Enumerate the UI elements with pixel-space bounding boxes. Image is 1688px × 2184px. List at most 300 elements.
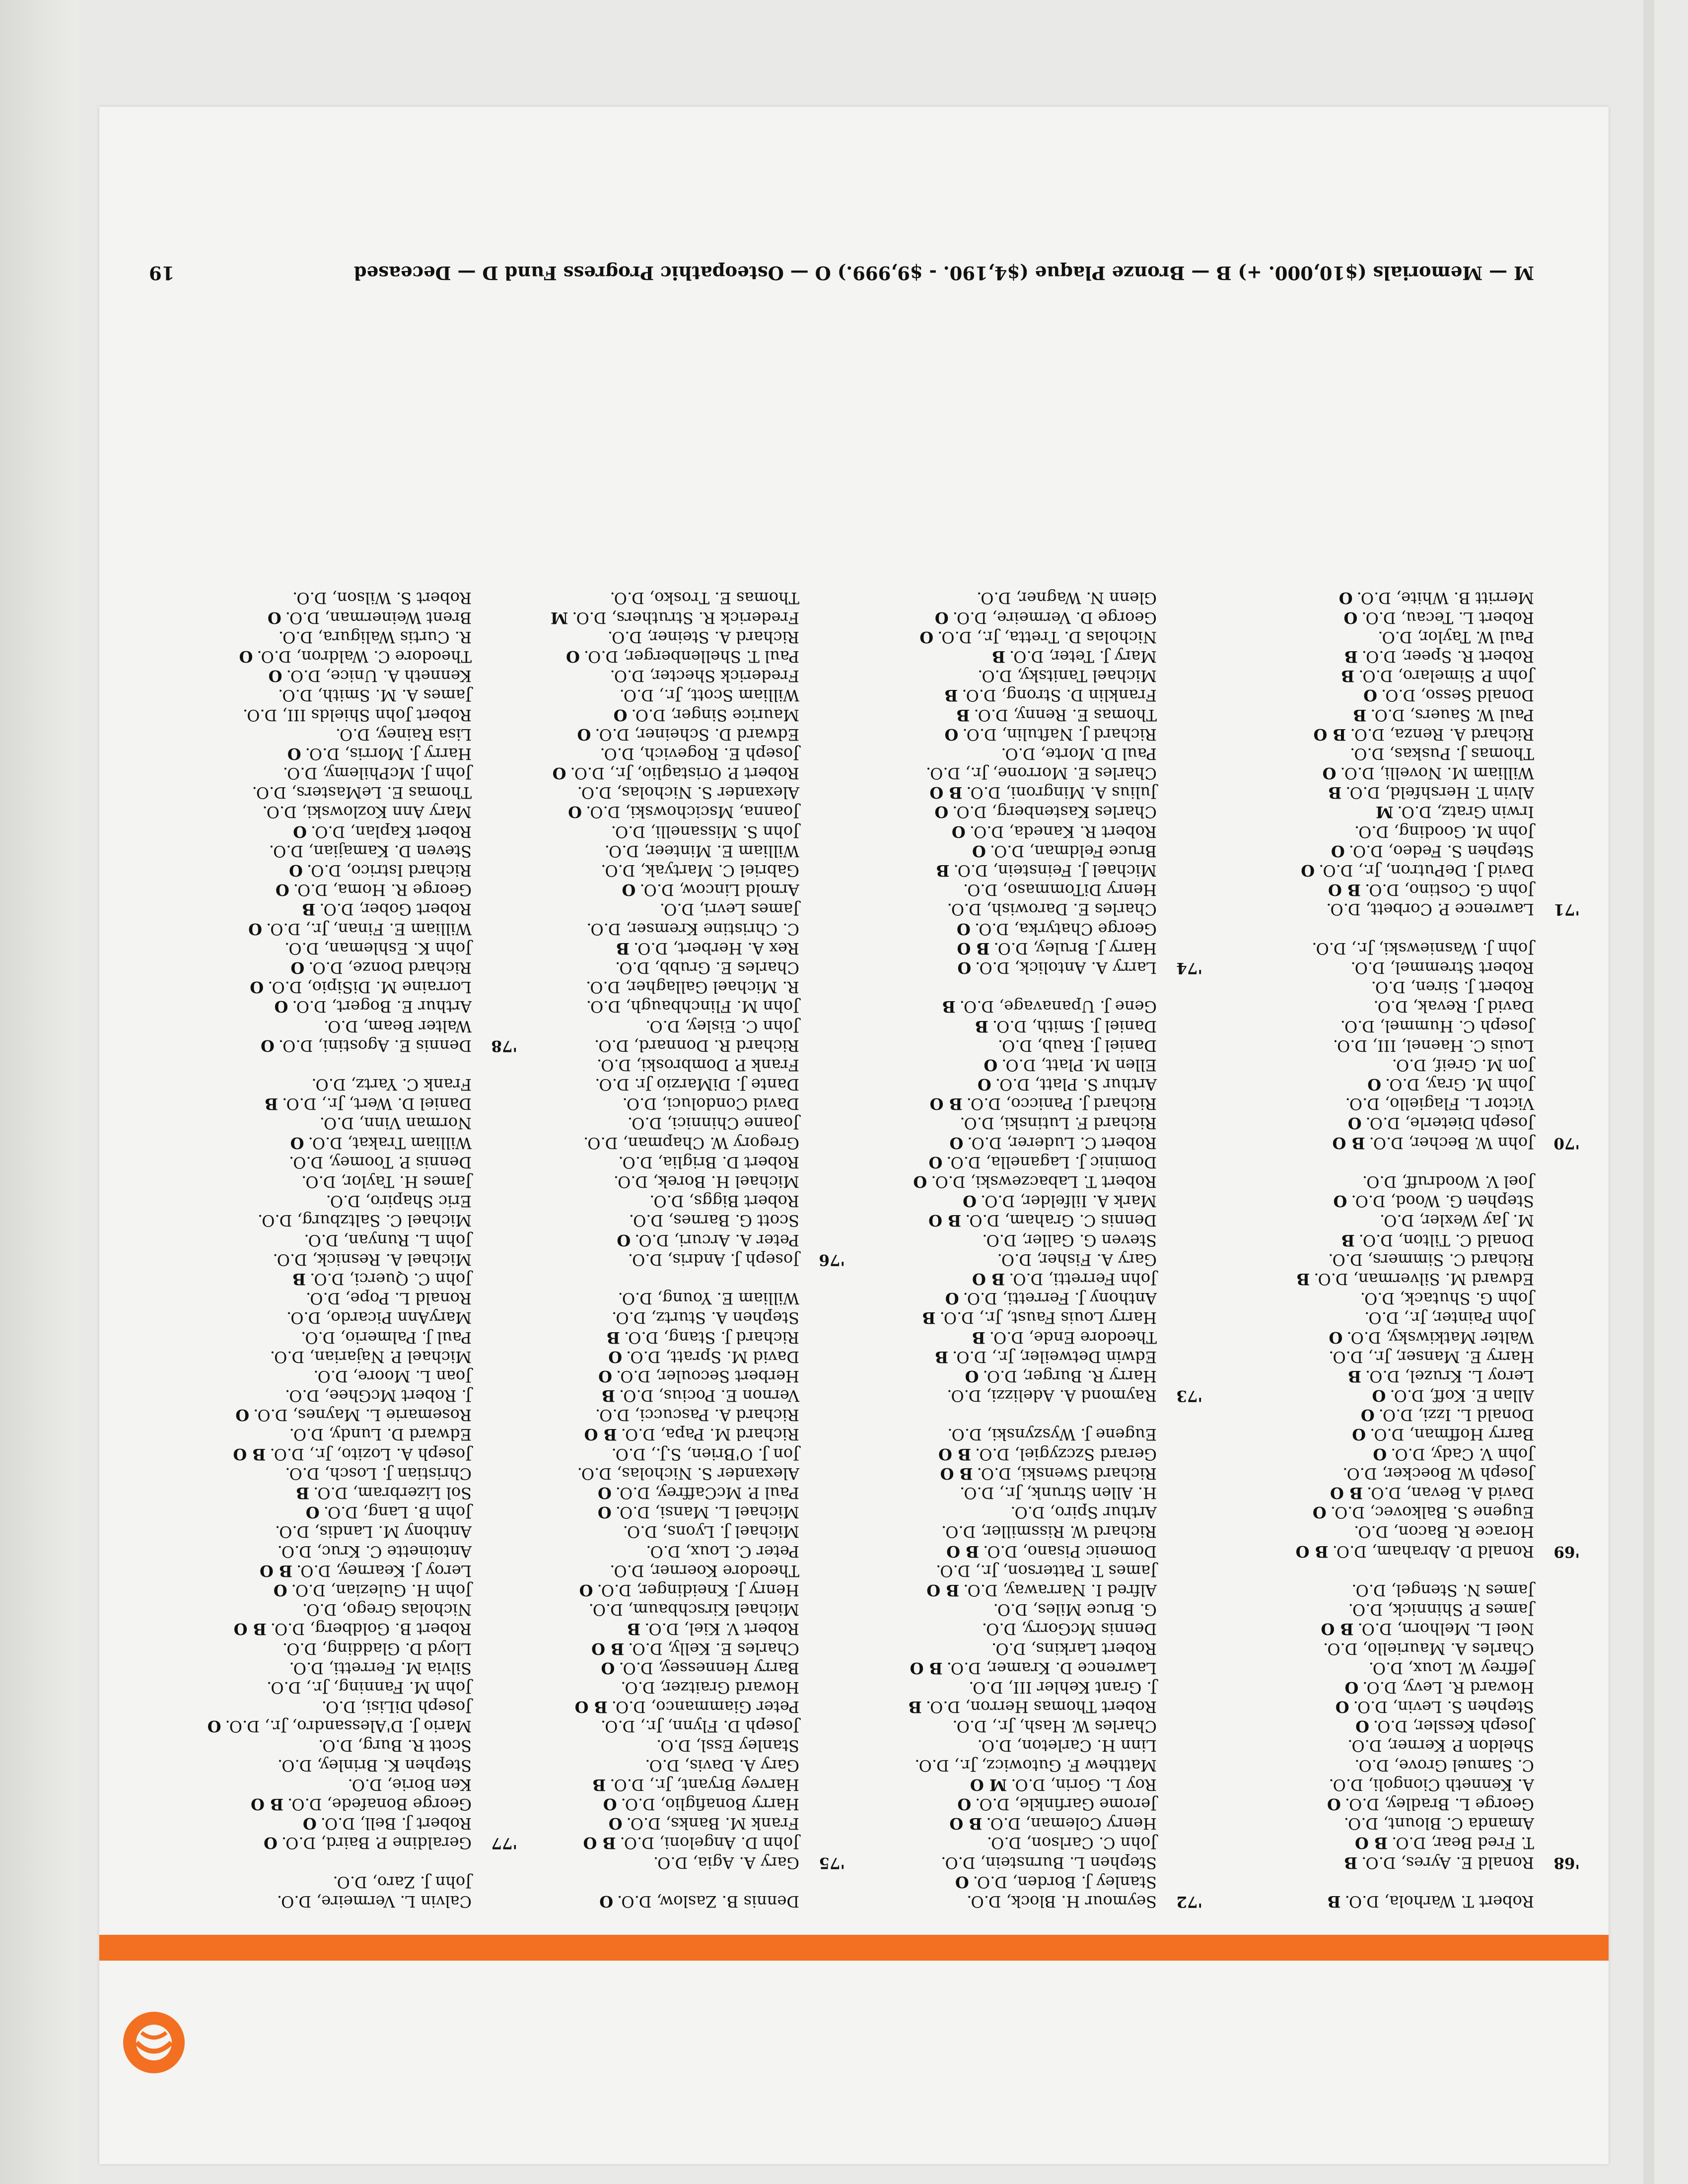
donor-name: David Condoluci, D.O. [622, 1094, 799, 1114]
gift-codes: O [949, 1133, 964, 1153]
donor-name: Michael H. Borek, D.O. [613, 1172, 799, 1192]
donor-name: Michael A. Resnick, D.O. [273, 1250, 472, 1269]
donor-entry [457, 1172, 799, 1191]
donor-entry [1192, 725, 1534, 744]
donor-entry [1192, 939, 1534, 958]
donor-name: M. Jay Wexler, D.O. [1379, 1211, 1534, 1230]
gift-codes: O [565, 647, 580, 666]
donor-name: Dennis McGorry, D.O. [982, 1620, 1157, 1639]
gift-codes: O [302, 1814, 317, 1834]
donor-entry [129, 1658, 472, 1678]
gift-codes: O [977, 1075, 991, 1094]
donor-entry [129, 666, 472, 685]
donor-entry [129, 1638, 472, 1658]
donor-name: Stanley Essl, D.O. [656, 1736, 799, 1756]
gift-codes: O [290, 958, 305, 977]
donor-name: Robert R. Kaneda, D.O. [969, 822, 1157, 841]
donor-entry [129, 880, 472, 899]
donor-name: Scott G. Barnes, D.O. [629, 1211, 799, 1230]
donor-entry [457, 1094, 799, 1113]
donor-entry [129, 1561, 472, 1580]
donor-entry [1192, 1697, 1534, 1716]
donor-entry [1192, 1852, 1580, 1872]
donor-entry [814, 1289, 1157, 1308]
donor-name: John C. Querci, D.O. [310, 1270, 472, 1289]
donor-entry [457, 1619, 799, 1638]
donor-name: Michael L. Mansi, D.O. [615, 1503, 799, 1522]
donor-entry [1192, 1230, 1534, 1249]
donor-entry [1192, 1716, 1534, 1736]
donor-name: Richard J. Stang, D.O. [624, 1328, 799, 1347]
donor-entry [129, 1833, 517, 1853]
donor-name: Steven G. Galler, D.O. [982, 1230, 1157, 1250]
gift-codes: B O [957, 939, 990, 958]
donor-entry [1192, 1600, 1534, 1619]
donor-name: Leroy L. Kruzel, D.O. [1365, 1366, 1534, 1386]
spacer [129, 1852, 472, 1872]
donor-name: Harry E. Manser, Jr., D.O. [1329, 1347, 1534, 1366]
donor-entry [129, 822, 472, 841]
donor-entry [814, 783, 1157, 802]
gift-codes: O [261, 1036, 275, 1055]
donor-name: Antoinette C. Kruc, D.O. [277, 1542, 472, 1561]
donor-entry [1192, 1444, 1534, 1464]
donor-entry [129, 1094, 472, 1113]
donor-entry [457, 744, 799, 763]
donor-name: James A. M. Smith, D.O. [278, 686, 472, 705]
donor-name: Robert B. Goldberg, D.O. [270, 1620, 472, 1639]
gift-codes: O [1347, 1114, 1362, 1133]
class-year: '71 [1553, 900, 1580, 919]
donor-entry [457, 588, 799, 608]
donor-name: Charles E. Darowish, D.O. [947, 900, 1157, 919]
donor-entry [129, 1483, 472, 1502]
donor-name: James P. Shinnick, D.O. [1348, 1600, 1534, 1620]
donor-entry [1192, 744, 1534, 763]
donor-entry [129, 1600, 472, 1619]
donor-name: John D. Angeloni, D.O. [620, 1834, 799, 1853]
gift-codes: O [957, 1795, 972, 1814]
donor-entry [814, 1483, 1157, 1502]
gift-codes: O [601, 1658, 615, 1678]
donor-name: Michael J. Feinstein, D.O. [953, 861, 1157, 881]
gift-codes: B O [1321, 1620, 1354, 1639]
donor-name: Richard J. Naftulin, D.O. [962, 725, 1157, 744]
class-year: '69 [1553, 1542, 1580, 1561]
donor-name: Gary A. Davis, D.O. [645, 1756, 799, 1775]
donor-entry [457, 1483, 799, 1502]
donor-name: George Bonafede, D.O. [287, 1795, 472, 1814]
gift-codes: B O [972, 1270, 1005, 1289]
donor-columns [134, 323, 1580, 1911]
donor-name: R. Michael Gallagher, D.O. [586, 978, 799, 997]
class-year: '75 [819, 1853, 845, 1872]
donor-entry [457, 822, 799, 841]
donor-entry [1192, 1794, 1534, 1814]
donor-entry [1192, 1775, 1534, 1794]
donor-entry [457, 1308, 799, 1327]
donor-name: William Trakat, D.O. [308, 1133, 472, 1153]
donor-entry [814, 1756, 1157, 1775]
donor-entry [814, 1308, 1157, 1327]
donor-name: Sheldon P. Kerner, D.O. [1347, 1736, 1534, 1756]
donor-entry [129, 958, 472, 977]
donor-name: Richard Istrico, D.O. [306, 861, 472, 881]
donor-name: Mark A. Iilfelder, D.O. [980, 1192, 1157, 1211]
gift-codes: O [1343, 608, 1358, 627]
donor-name: James H. Taylor, D.O. [301, 1172, 472, 1192]
donor-entry [814, 705, 1157, 724]
donor-entry [814, 1191, 1157, 1211]
donor-name: George R. Homa, D.O. [293, 881, 472, 900]
donor-column-4 [129, 588, 517, 1911]
donor-name: Lisa Rainey, D.O. [335, 725, 472, 744]
donor-entry [814, 1619, 1157, 1638]
donor-name: Frederick R. Struthers, D.O. [572, 608, 799, 627]
donor-entry [1192, 802, 1534, 821]
donor-name: Maurice Singer, D.O. [631, 705, 799, 725]
donor-entry [129, 1113, 472, 1133]
donor-entry [457, 1113, 799, 1133]
donor-entry [457, 1230, 799, 1249]
donor-entry [457, 919, 799, 938]
donor-entry [129, 1016, 472, 1035]
gift-codes: B [944, 686, 958, 705]
donor-entry [1192, 1366, 1534, 1386]
gift-codes: O [290, 1133, 304, 1153]
donor-name: Richard Swenski, D.O. [977, 1464, 1157, 1483]
gift-codes: B O [1330, 1484, 1363, 1503]
class-year: '76 [819, 1250, 845, 1269]
donor-entry [814, 1366, 1157, 1386]
donor-name: Richard R. Donnard, D.O. [594, 1036, 799, 1055]
donor-entry [1192, 1211, 1534, 1230]
donor-entry [1192, 685, 1534, 705]
donor-name: Howard R. Levy, D.O. [1362, 1678, 1534, 1697]
donor-name: Lloyd D. Gladding, D.O. [282, 1639, 472, 1658]
donor-name: Robert J. Bell, D.O. [320, 1814, 472, 1834]
donor-entry [129, 1425, 472, 1444]
gift-codes: B [991, 647, 1005, 666]
class-year: '70 [1553, 1134, 1580, 1152]
donor-entry [457, 1191, 799, 1211]
donor-entry [1192, 1036, 1534, 1055]
gift-codes: O [963, 1192, 977, 1211]
donor-name: Nicholas D. Tretta, Jr., D.O. [937, 627, 1157, 647]
gift-codes: B O [251, 1795, 284, 1814]
donor-entry [1192, 1892, 1534, 1911]
donor-name: Daniel J. Raub, D.O. [997, 1036, 1157, 1055]
donor-name: Arnold Lincow, D.O. [639, 881, 799, 900]
class-year: '68 [1553, 1853, 1580, 1872]
gift-codes: O [579, 1581, 593, 1600]
gift-codes: O [945, 1289, 959, 1308]
donor-entry [814, 1833, 1157, 1852]
gift-codes: O [1333, 1192, 1347, 1211]
donor-name: Linn H. Carleton, D.O. [977, 1736, 1157, 1756]
donor-name: Paul P. McCaffrey, D.O. [615, 1484, 799, 1503]
donor-entry [129, 861, 472, 880]
donor-entry [1192, 1055, 1534, 1075]
gift-codes: O [934, 608, 949, 627]
donor-name: Franklin D. Strong, D.O. [962, 686, 1157, 705]
donor-name: Stephen A. Sturtz, D.O. [612, 1308, 799, 1328]
donor-name: Alvin T. Hershfeld, D.O. [1345, 783, 1534, 803]
donor-name: Edward D. Scheiner, D.O. [595, 725, 799, 744]
donor-name: Leroy J. Kearney, D.O. [296, 1561, 472, 1580]
donor-entry [129, 1172, 472, 1191]
donor-entry [814, 1075, 1157, 1094]
donor-name: Vernon E. Pocius, D.O. [619, 1386, 799, 1406]
gift-codes: M [550, 608, 568, 627]
donor-name: Eugene J. Wyszynski, D.O. [947, 1425, 1157, 1444]
donor-entry [814, 958, 1202, 977]
donor-entry [129, 1289, 472, 1308]
donor-entry [814, 939, 1157, 958]
donor-name: Walter Matkiwsky, D.O. [1346, 1328, 1534, 1347]
donor-name: Raymond A. Adelizzi, D.O. [947, 1386, 1157, 1406]
donor-name: Robert T. Warhola, D.O. [1344, 1892, 1534, 1911]
donor-name: Barry Hoffman, D.O. [1370, 1425, 1534, 1444]
donor-name: Dennis E. Agostini, D.O. [278, 1036, 472, 1055]
gift-codes: B [956, 705, 970, 725]
donor-entry [814, 744, 1157, 763]
donor-name: Roy L. Gorin, D.O. [1011, 1775, 1157, 1794]
donor-name: Edward D. Lundy, D.O. [289, 1425, 472, 1444]
gift-codes: B [292, 1270, 306, 1289]
donor-name: Noel L. Melhorn, D.O. [1357, 1620, 1534, 1639]
donor-name: Joseph D. Flynn, Jr., D.O. [601, 1717, 799, 1736]
gift-codes: B O [949, 1814, 983, 1834]
donor-name: Lawrence D. Kramer, D.O. [946, 1658, 1157, 1678]
gift-codes: O [1312, 1503, 1327, 1522]
donor-name: Paul D. Morte, D.O. [1001, 744, 1157, 763]
donor-entry [814, 1347, 1157, 1366]
donor-entry [457, 1055, 799, 1075]
donor-name: Gabriel C. Martyak, D.O. [601, 861, 799, 881]
donor-entry [129, 1678, 472, 1697]
gift-codes: O [274, 997, 288, 1017]
donor-name: John J. McPhilemy, D.O. [282, 764, 472, 783]
gift-codes: B O [584, 1425, 617, 1444]
gift-codes: O [1329, 1328, 1343, 1347]
donor-name: Herbert Secouler, D.O. [616, 1366, 799, 1386]
donor-name: Robert J. Siren, D.O. [1371, 978, 1534, 997]
donor-name: Harry Bonafiglio, D.O. [621, 1795, 799, 1814]
gift-codes: B [1344, 647, 1358, 666]
donor-name: John M. Flinchbaugh, D.O. [586, 997, 799, 1017]
gift-codes: O [617, 1230, 631, 1250]
donor-entry [814, 1153, 1157, 1172]
donor-name: Jon M. Greif, D.O. [1392, 1055, 1534, 1075]
gift-codes: B O [929, 1094, 963, 1114]
donor-name: Anthony J. Ferretti, D.O. [963, 1289, 1157, 1308]
donor-name: James T. Patterson, Jr., D.O. [936, 1561, 1157, 1580]
gift-codes: O [951, 822, 966, 841]
donor-entry [129, 939, 472, 958]
gift-codes: O [1327, 1795, 1341, 1814]
donor-name: Dominic J. Laganella, D.O. [946, 1153, 1157, 1172]
page-number: 19 [149, 262, 175, 284]
donor-name: MaryAnn Picardo, D.O. [286, 1308, 472, 1328]
donor-name: Joanna, Mscichowski, D.O. [586, 803, 799, 822]
donor-entry [457, 725, 799, 744]
gift-codes: B [627, 1620, 641, 1639]
gift-codes: O [267, 608, 281, 627]
donor-entry [1192, 1736, 1534, 1755]
donor-name: Ellen M. Platt, D.O. [1001, 1055, 1157, 1075]
donor-name: John V. Cady, D.O. [1391, 1444, 1534, 1464]
donor-entry [129, 783, 472, 802]
donor-name: John L. Runyan, D.O. [304, 1230, 472, 1250]
donor-entry [129, 705, 472, 724]
donor-entry [457, 861, 799, 880]
gift-codes: O [965, 1366, 979, 1386]
donor-name: Robert D. Briglia, D.O. [618, 1153, 799, 1172]
donor-entry [129, 1522, 472, 1541]
donor-entry [457, 763, 799, 783]
donor-entry [129, 1269, 472, 1289]
donor-entry [457, 627, 799, 647]
donor-name: Gene J. Upanavage, D.O. [959, 997, 1157, 1017]
donor-name: Joseph DiLisi, D.O. [321, 1698, 472, 1717]
donor-entry [129, 1405, 472, 1425]
donor-name: David M. Spratt, D.O. [626, 1347, 799, 1366]
donor-entry [457, 1892, 799, 1911]
donor-entry [129, 977, 472, 997]
donor-name: Richard J. Panicco, D.O. [966, 1094, 1157, 1114]
donor-name: R. Curtis Waligura, D.O. [278, 627, 472, 647]
donor-name: Lawrence P. Corbett, D.O. [1326, 900, 1534, 919]
gift-codes: O [957, 958, 972, 977]
donor-name: Thomas E. Trosko, D.O. [610, 589, 799, 608]
donor-entry [457, 1464, 799, 1483]
donor-entry [457, 880, 799, 899]
donor-name: James Levri, D.O. [659, 900, 799, 919]
donor-entry [457, 1153, 799, 1172]
spacer [1192, 919, 1534, 938]
gift-codes: O [293, 822, 307, 841]
gift-codes: O [305, 1503, 320, 1522]
donor-name: Jerome Garfinkle, D.O. [975, 1795, 1157, 1814]
donor-entry [814, 1327, 1157, 1347]
donor-entry [457, 1289, 799, 1308]
gift-codes: O [597, 1503, 612, 1522]
donor-name: Brent Weinerman, D.O. [285, 608, 472, 627]
donor-entry [814, 802, 1157, 821]
gift-codes: O [957, 919, 971, 939]
donor-entry [129, 1250, 472, 1269]
donor-entry [129, 744, 472, 763]
donor-entry [457, 939, 799, 958]
donor-name: Stephen G. Wood, D.O. [1351, 1192, 1534, 1211]
gift-codes: M [1376, 803, 1394, 822]
donor-name: Joseph J. Andris, D.O. [628, 1250, 799, 1269]
donor-entry [814, 1658, 1157, 1678]
gift-codes: B O [233, 1620, 267, 1639]
donor-entry [129, 1366, 472, 1386]
gift-codes: O [1301, 861, 1315, 881]
donor-entry [814, 1814, 1157, 1833]
donor-name: Harry J. Morris, D.O. [305, 744, 472, 763]
donor-name: Steven D. Kamajian, D.O. [269, 841, 472, 861]
donor-entry [129, 1386, 472, 1405]
donor-entry [814, 1464, 1157, 1483]
donor-name: Victor L. Flagiello, D.O. [1345, 1094, 1534, 1114]
donor-name: Merritt B. White, D.O. [1356, 589, 1534, 608]
donor-name: Walter Beam, D.O. [323, 1017, 472, 1036]
donor-name: Lorraine M. DiSipio, D.O. [268, 978, 472, 997]
donor-name: Alexander S. Nicholas, D.O. [577, 1464, 799, 1483]
donor-name: Barry Hennessey, D.O. [619, 1658, 799, 1678]
donor-name: Frank P. Dombroski, D.O. [596, 1055, 799, 1075]
donor-entry [457, 1133, 799, 1153]
gift-codes: B [922, 1308, 936, 1328]
donor-entry [457, 1016, 799, 1035]
donor-entry [129, 763, 472, 783]
donor-name: Ronald E. Ayres, D.O. [1361, 1853, 1534, 1872]
gift-codes: B [616, 939, 630, 958]
donor-name: John M. Gray, D.O. [1385, 1075, 1534, 1094]
donor-entry [1192, 880, 1534, 899]
donor-name: Scott R. Burg, D.O. [318, 1736, 472, 1756]
donor-entry [814, 685, 1157, 705]
donor-name: Silvia M. Ferretti, D.O. [289, 1658, 472, 1678]
donor-entry [1192, 1113, 1534, 1133]
donor-name: John M. Fanning, Jr., D.O. [267, 1678, 472, 1697]
donor-name: Thomas E. Renny, D.O. [974, 705, 1157, 725]
donor-name: Richard A. Steiner, D.O. [607, 627, 799, 647]
donor-entry [457, 1678, 799, 1697]
donor-name: Richard A. Pascucci, D.O. [595, 1406, 799, 1425]
donor-name: Henry DiTommaso, D.O. [963, 881, 1157, 900]
donor-entry [1192, 1133, 1580, 1153]
donor-entry [457, 977, 799, 997]
donor-entry [1192, 1347, 1534, 1366]
donor-name: Calvin L. Vermeire, D.O. [277, 1892, 472, 1911]
donor-entry [1192, 958, 1534, 977]
donor-name: C. Christine Kremser, D.O. [586, 919, 799, 939]
donor-entry [814, 1775, 1157, 1794]
donor-entry [1192, 763, 1534, 783]
donor-entry [457, 608, 799, 627]
gift-code-legend: M — Memorials ($10,000. +) B — Bronze Plaque ($4,190. - $9,999.) O — Osteopathic Progress Fund D — Deceased [353, 262, 1534, 284]
donor-name: Stephen S. Fedeo, D.O. [1348, 841, 1534, 861]
donor-entry [457, 1405, 799, 1425]
class-year: '78 [491, 1036, 517, 1055]
donor-entry [1192, 822, 1534, 841]
gift-codes: O [568, 803, 582, 822]
donor-entry [1192, 1756, 1534, 1775]
donor-entry [1192, 1327, 1534, 1347]
donor-entry [129, 997, 472, 1016]
gift-codes: O [1322, 764, 1336, 783]
donor-name: Gregory W. Chapman, D.O. [583, 1133, 799, 1153]
donor-entry [814, 1736, 1157, 1755]
donor-name: John B. Lang, D.O. [323, 1503, 472, 1522]
donor-name: Gary A. Agia, D.O. [653, 1853, 799, 1872]
gift-codes: B [592, 1775, 606, 1794]
donor-entry [1192, 1289, 1534, 1308]
gift-codes: B [942, 997, 956, 1017]
gift-codes: O [608, 1347, 623, 1366]
donor-entry [457, 666, 799, 685]
donor-entry [129, 1814, 472, 1833]
gift-codes: B O [940, 1464, 973, 1483]
donor-name: C. Samuel Grove, D.O. [1354, 1756, 1534, 1775]
donor-name: Charles E. Grubb, D.O. [615, 958, 799, 977]
donor-entry [457, 1250, 845, 1269]
